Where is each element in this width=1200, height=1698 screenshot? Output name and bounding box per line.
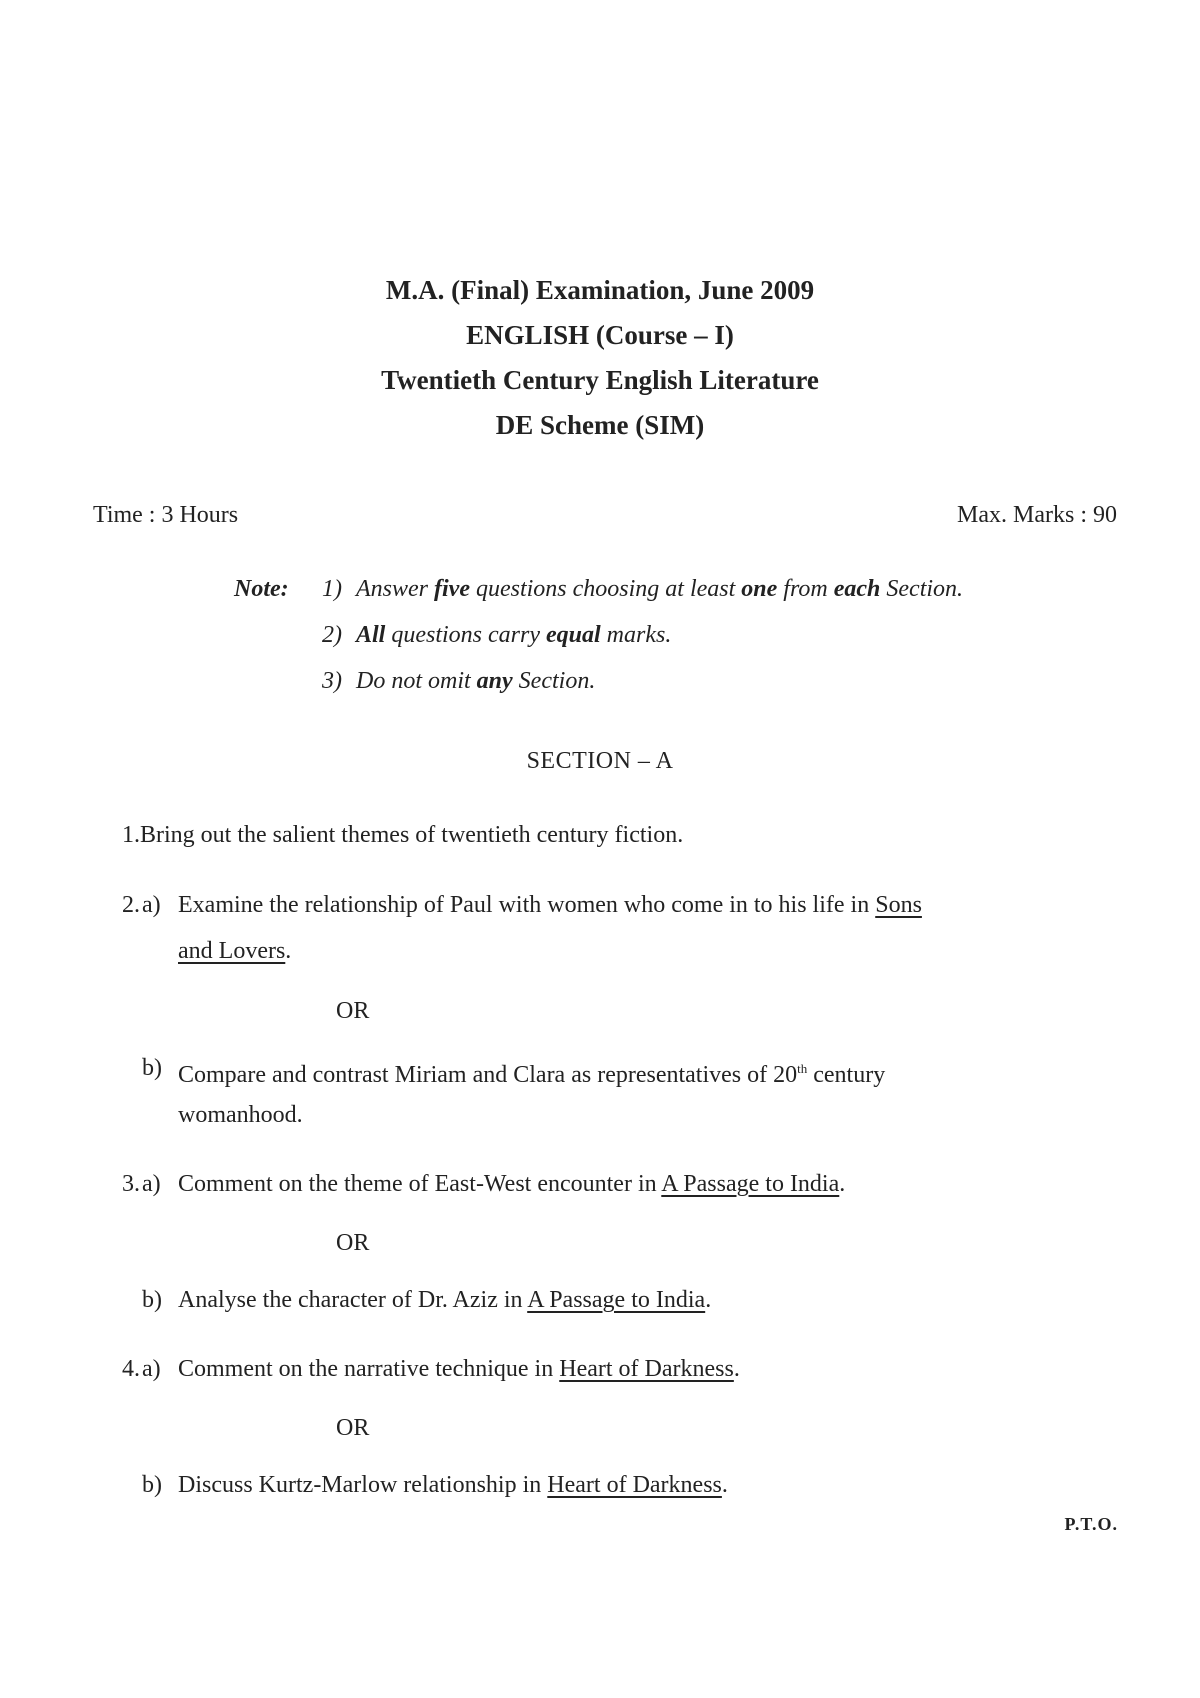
book-title: Heart of Darkness <box>547 1472 722 1498</box>
instructions-note <box>234 574 963 712</box>
note-row <box>234 620 963 666</box>
exam-meta <box>93 502 1117 529</box>
question-text: Examine the relationship of Paul with women who come in to his life in <box>178 892 876 918</box>
exam-header <box>0 268 1200 448</box>
time-label: Time : 3 Hours <box>93 502 239 528</box>
question-4b-text <box>178 1462 728 1509</box>
question-number: 1. <box>122 822 140 848</box>
note-label: Note: <box>234 576 289 602</box>
question-2b <box>142 1045 162 1092</box>
scheme-title: DE Scheme (SIM) <box>495 410 705 440</box>
note-number: 3) <box>322 668 342 694</box>
book-title: A Passage to India <box>661 1171 840 1197</box>
or-separator: OR <box>336 1230 370 1256</box>
option-label: a) <box>142 1356 161 1382</box>
note-text <box>356 666 595 712</box>
question-4a <box>142 1346 161 1393</box>
option-label: a) <box>142 1171 161 1197</box>
punctuation: . <box>705 1287 712 1313</box>
question-3a <box>142 1161 161 1208</box>
note-label-spacer <box>234 620 322 666</box>
question-text: century <box>807 1062 886 1088</box>
paper-title: Twentieth Century English Literature <box>381 365 819 395</box>
note-text-part: questions carry <box>385 622 546 648</box>
max-marks-label: Max. Marks : 90 <box>957 502 1117 528</box>
question-2b-text-cont <box>178 1092 303 1139</box>
note-text-part: Answer <box>356 576 434 602</box>
exam-title: M.A. (Final) Examination, June 2009 <box>385 275 815 305</box>
option-label: b) <box>142 1055 162 1081</box>
question-number: 4. <box>122 1356 140 1382</box>
ordinal-suffix: th <box>797 1061 808 1076</box>
note-text-part: marks. <box>600 622 672 648</box>
question-text: Comment on the theme of East-West encounter in <box>178 1171 662 1197</box>
book-title: and Lovers <box>178 938 286 964</box>
book-title: Sons <box>875 892 922 918</box>
note-emphasis: any <box>476 668 513 694</box>
note-text <box>356 620 671 666</box>
or-separator: OR <box>336 998 370 1024</box>
question-number: 2. <box>122 892 140 918</box>
question-4b <box>142 1462 162 1509</box>
book-title: A Passage to India <box>527 1287 706 1313</box>
note-emphasis: each <box>833 576 881 602</box>
note-text-part: Section. <box>512 668 596 694</box>
question-number: 3. <box>122 1171 140 1197</box>
punctuation: . <box>733 1356 740 1382</box>
note-row <box>234 666 963 712</box>
question-text: Discuss Kurtz-Marlow relationship in <box>178 1472 548 1498</box>
punctuation: . <box>839 1171 846 1197</box>
book-title: Heart of Darkness <box>559 1356 734 1382</box>
note-text-part: questions choosing at least <box>469 576 742 602</box>
question-4a-text <box>178 1346 740 1393</box>
note-text-part: from <box>777 576 834 602</box>
note-emphasis: equal <box>546 622 601 648</box>
question-3b <box>142 1277 162 1324</box>
page-turn-over-note: P.T.O. <box>1064 1514 1118 1534</box>
note-text-part: Do not omit <box>356 668 477 694</box>
question-2a-text-cont <box>178 928 291 975</box>
question-3b-text <box>178 1277 711 1324</box>
question-text: womanhood. <box>178 1102 303 1128</box>
note-emphasis: one <box>741 576 778 602</box>
question-2a-text <box>178 882 922 929</box>
punctuation: . <box>721 1472 728 1498</box>
punctuation: . <box>285 938 292 964</box>
note-emphasis: All <box>356 622 386 648</box>
note-text-part: Section. <box>880 576 964 602</box>
question-2a <box>142 882 161 929</box>
note-number: 2) <box>322 622 342 648</box>
course-title: ENGLISH (Course – I) <box>466 320 734 350</box>
option-label: a) <box>142 892 161 918</box>
option-label: b) <box>142 1472 162 1498</box>
note-text <box>356 574 963 620</box>
question-text: Bring out the salient themes of twentieth century fiction. <box>140 822 684 848</box>
section-heading: SECTION – A <box>526 748 674 774</box>
note-label-spacer <box>234 666 322 712</box>
question-text: Comment on the narrative technique in <box>178 1356 560 1382</box>
option-label: b) <box>142 1287 162 1313</box>
note-emphasis: five <box>434 576 470 602</box>
note-row <box>234 574 963 620</box>
question-2b-text <box>178 1045 1068 1099</box>
question-text: Compare and contrast Miriam and Clara as representatives of 20 <box>178 1062 798 1088</box>
note-number: 1) <box>322 576 342 602</box>
question-3a-text <box>178 1161 845 1208</box>
question-text: Analyse the character of Dr. Aziz in <box>178 1287 528 1313</box>
or-separator: OR <box>336 1415 370 1441</box>
